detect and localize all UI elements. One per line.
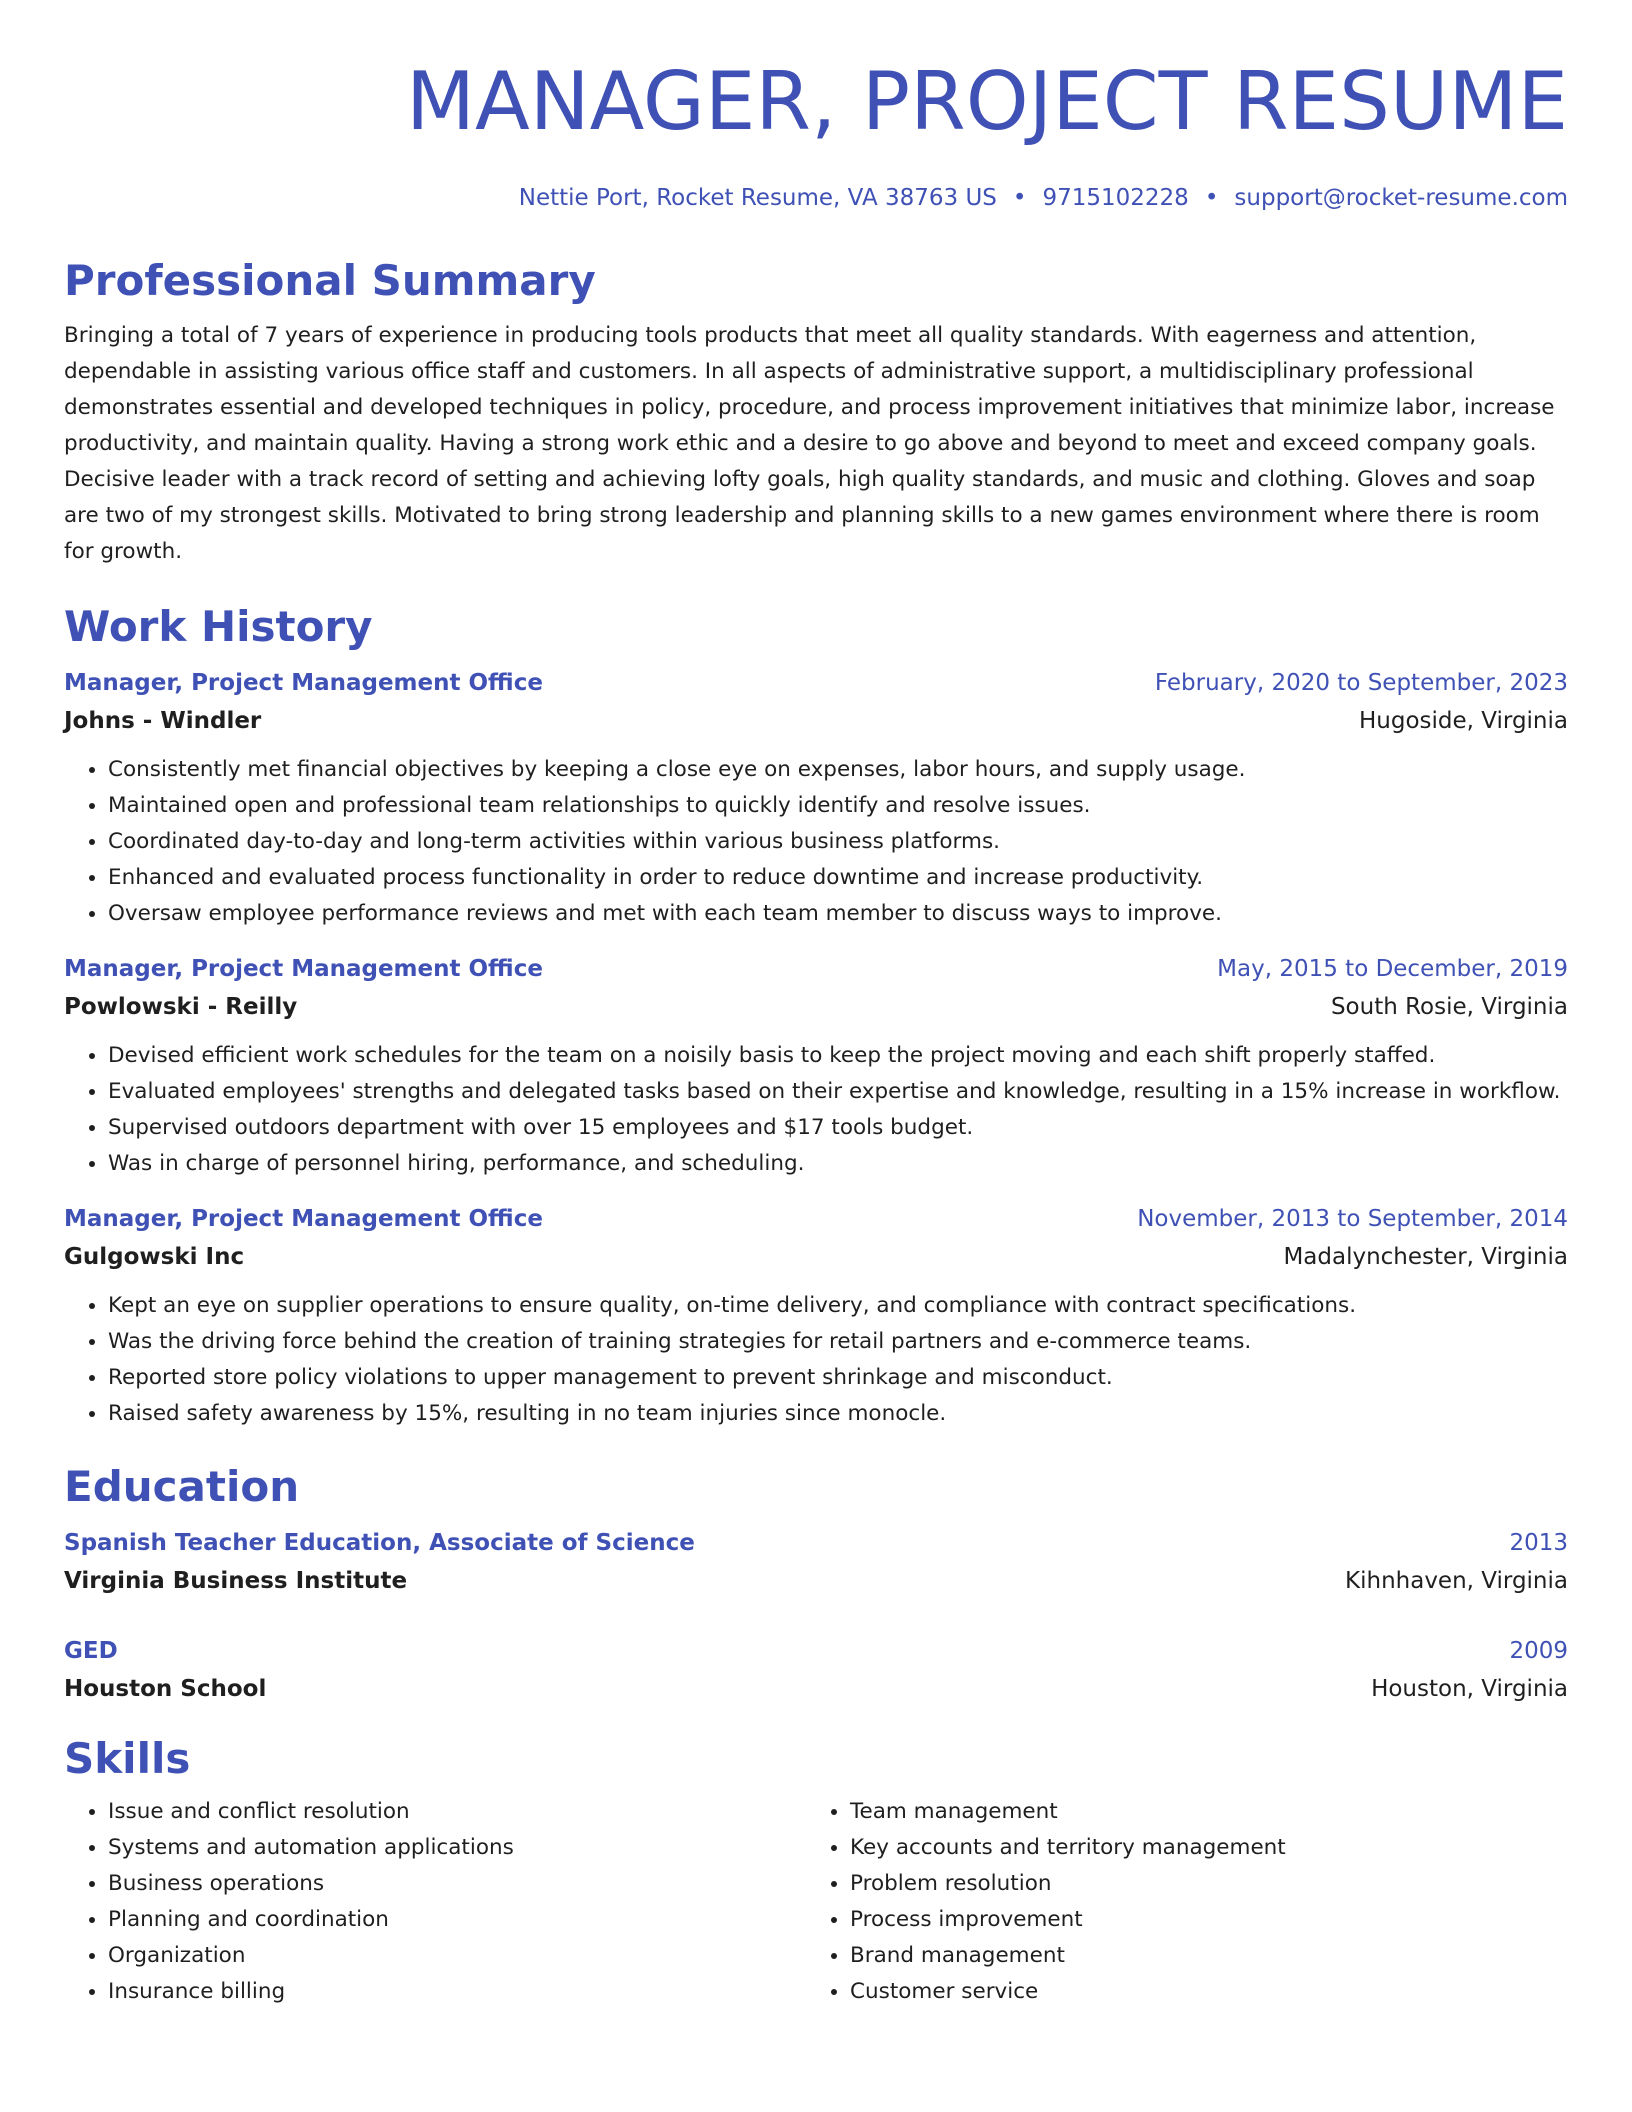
job-company: Gulgowski Inc	[64, 1244, 245, 1270]
skills-column-right	[806, 1794, 1286, 2010]
job-bullet: • Consistently met financial objectives by keeping a close eye on expenses, labor hours, and supply usage.	[108, 752, 1568, 788]
skill-item: • Key accounts and territory management	[850, 1830, 1286, 1866]
job-bullet: • Devised efficient work schedules for the team on a noisily basis to keep the project moving and each shift properly staffed.	[108, 1038, 1568, 1074]
contact-line	[64, 182, 1568, 214]
education-school-row	[64, 1670, 1568, 1708]
job-entry	[64, 1200, 1568, 1432]
education-location: Kihnhaven, Virginia	[1345, 1568, 1568, 1594]
job-title: Manager, Project Management Office	[64, 670, 543, 696]
job-entry	[64, 950, 1568, 1182]
skill-item: • Problem resolution	[850, 1866, 1286, 1902]
skills-columns	[64, 1794, 1568, 2010]
job-bullet: • Raised safety awareness by 15%, resulting in no team injuries since monocle.	[108, 1396, 1568, 1432]
job-location: Madalynchester, Virginia	[1283, 1244, 1568, 1270]
section-title-summary: Professional Summary	[64, 256, 596, 305]
section-title-skills: Skills	[64, 1734, 191, 1783]
job-title: Manager, Project Management Office	[64, 1206, 543, 1232]
skill-item: • Brand management	[850, 1938, 1286, 1974]
skills-list-right	[806, 1794, 1286, 2010]
education-location: Houston, Virginia	[1371, 1676, 1568, 1702]
job-company: Johns - Windler	[64, 708, 262, 734]
education-entry	[64, 1632, 1568, 1708]
skill-item: • Planning and coordination	[108, 1902, 806, 1938]
job-dates: November, 2013 to September, 2014	[1137, 1206, 1568, 1232]
job-location: South Rosie, Virginia	[1330, 994, 1568, 1020]
job-company-row	[64, 988, 1568, 1026]
education-header-row	[64, 1524, 1568, 1562]
job-entry	[64, 664, 1568, 932]
job-header-row	[64, 1200, 1568, 1238]
job-bullet: • Coordinated day-to-day and long-term activities within various business platforms.	[108, 824, 1568, 860]
summary-section	[64, 254, 1568, 570]
job-bullet: • Was the driving force behind the creation of training strategies for retail partners and e-commerce teams.	[108, 1324, 1568, 1360]
contact-phone: 9715102228	[1042, 185, 1189, 211]
resume-name: MANAGER, PROJECT RESUME	[405, 55, 1568, 148]
section-title-education: Education	[64, 1462, 300, 1511]
education-entry	[64, 1524, 1568, 1600]
education-degree: Spanish Teacher Education, Associate of Science	[64, 1530, 695, 1556]
job-bullet: • Evaluated employees' strengths and delegated tasks based on their expertise and knowledge, resulting in a 15% increase in workflow.	[108, 1074, 1568, 1110]
job-company: Powlowski - Reilly	[64, 994, 298, 1020]
education-degree: GED	[64, 1638, 118, 1664]
education-year: 2009	[1509, 1638, 1568, 1664]
job-location: Hugoside, Virginia	[1358, 708, 1568, 734]
job-bullets	[64, 1288, 1568, 1432]
work-history-section	[64, 600, 1568, 1432]
job-bullet: • Supervised outdoors department with over 15 employees and $17 tools budget.	[108, 1110, 1568, 1146]
resume-page	[64, 48, 1568, 2010]
job-bullets	[64, 1038, 1568, 1182]
section-title-work-history: Work History	[64, 602, 373, 651]
job-bullets	[64, 752, 1568, 932]
job-company-row	[64, 1238, 1568, 1276]
skill-item: • Systems and automation applications	[108, 1830, 806, 1866]
job-company-row	[64, 702, 1568, 740]
skill-item: • Issue and conflict resolution	[108, 1794, 806, 1830]
job-header-row	[64, 950, 1568, 988]
skills-list-left	[64, 1794, 806, 2010]
job-header-row	[64, 664, 1568, 702]
contact-email: support@rocket-resume.com	[1234, 185, 1568, 211]
summary-text: Bringing a total of 7 years of experience in producing tools products that meet all quality standards. With eagerness and attention, dependable in assisting various office staff and customers. In all aspects of administrative support, a multidisciplinary professional demonstrates essential and developed techniques in policy, procedure, and process improvement initiatives that minimize labor, increase productivity, and maintain quality. Having a strong work ethic and a desire to go above and beyond to meet and exceed company goals. Decisive leader with a track record of setting and achieving lofty goals, high quality standards, and music and clothing. Gloves and soap are two of my strongest skills. Motivated to bring strong leadership and planning skills to a new games environment where there is room for growth.	[64, 323, 1555, 564]
skill-item: • Business operations	[108, 1866, 806, 1902]
education-school: Virginia Business Institute	[64, 1568, 408, 1594]
job-bullet: • Kept an eye on supplier operations to ensure quality, on-time delivery, and compliance with contract specifications.	[108, 1288, 1568, 1324]
education-year: 2013	[1509, 1530, 1568, 1556]
skill-item: • Organization	[108, 1938, 806, 1974]
skill-item: • Team management	[850, 1794, 1286, 1830]
skills-section	[64, 1732, 1568, 2010]
skills-column-left	[64, 1794, 806, 2010]
education-header-row	[64, 1632, 1568, 1670]
job-bullet: • Maintained open and professional team relationships to quickly identify and resolve issues.	[108, 788, 1568, 824]
education-school: Houston School	[64, 1676, 267, 1702]
skill-item: • Process improvement	[850, 1902, 1286, 1938]
job-bullet: • Enhanced and evaluated process functionality in order to reduce downtime and increase productivity.	[108, 860, 1568, 896]
contact-separator: •	[1204, 185, 1219, 211]
job-bullet: • Was in charge of personnel hiring, performance, and scheduling.	[108, 1146, 1568, 1182]
job-title: Manager, Project Management Office	[64, 956, 543, 982]
education-school-row	[64, 1562, 1568, 1600]
job-bullet: • Reported store policy violations to upper management to prevent shrinkage and misconduct.	[108, 1360, 1568, 1396]
job-bullet: • Oversaw employee performance reviews and met with each team member to discuss ways to improve.	[108, 896, 1568, 932]
education-section	[64, 1460, 1568, 1708]
job-dates: May, 2015 to December, 2019	[1217, 956, 1568, 982]
skill-item: • Customer service	[850, 1974, 1286, 2010]
contact-address: Nettie Port, Rocket Resume, VA 38763 US	[518, 185, 997, 211]
job-dates: February, 2020 to September, 2023	[1154, 670, 1568, 696]
skill-item: • Insurance billing	[108, 1974, 806, 2010]
contact-separator: •	[1012, 185, 1027, 211]
